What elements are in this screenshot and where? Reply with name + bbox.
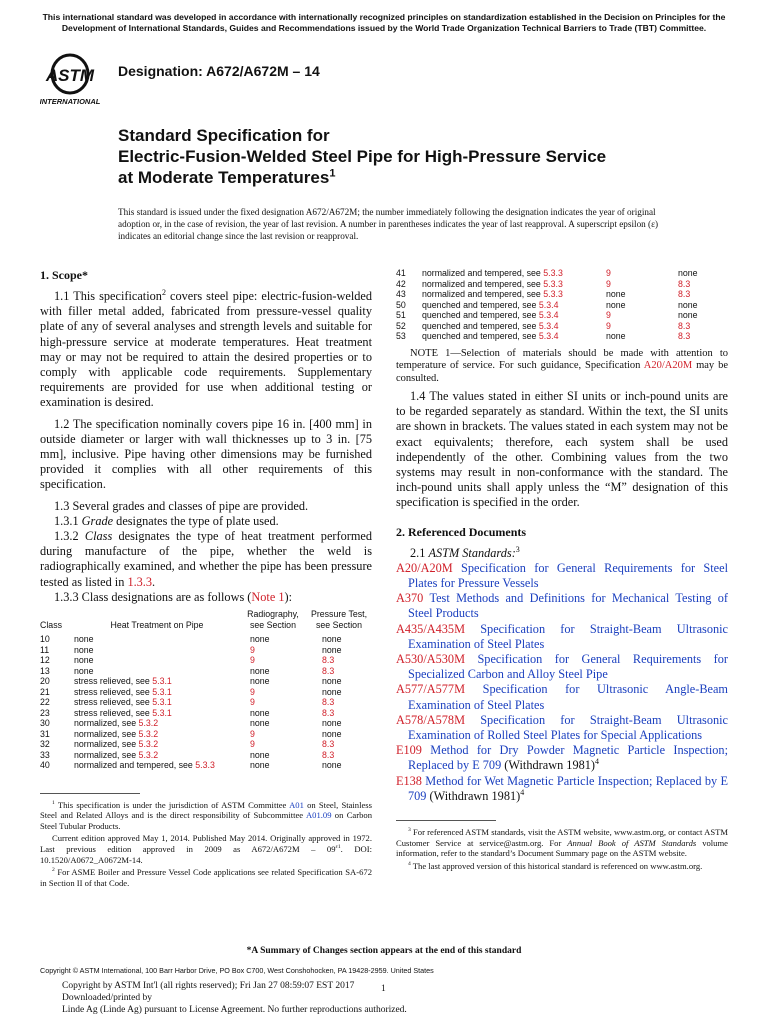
reference-code-link[interactable]: A435/A435M (396, 621, 466, 636)
title-line-2: Electric-Fusion-Welded Steel Pipe for High-Pressure Service (118, 147, 607, 166)
tbt-banner: This international standard was developed in accordance with internationally recognized principles on standardization established in the Decision on Principles for the Development of International Standards, Guides and Recommendations issued by the World Trade Organization Technical Barriers to Trade (TBT) Committee. (42, 12, 726, 33)
section-link[interactable]: 5.3.2 (138, 739, 159, 750)
heat-treatment-text: normalized and tempered, see (422, 268, 544, 278)
title-line-3: at Moderate Temperatures$^1$ (118, 167, 336, 187)
reference-code-link[interactable]: A530/A530M (396, 652, 466, 667)
heat-treatment-cell (74, 645, 240, 656)
class-cell: 10 (40, 634, 50, 645)
heat-treatment-text: none (74, 634, 94, 645)
heat-treatment-cell (422, 310, 596, 321)
heat-treatment-text: normalized and tempered, see (74, 760, 196, 771)
pressure-test-cell: none (322, 676, 342, 687)
astm-standards-subheading: 2.1 ASTM Standards:$^3$ (410, 544, 520, 560)
radiography-cell: 9 (250, 686, 255, 697)
withdrawn-note: (Withdrawn 1981) (426, 788, 521, 803)
reference-title: Method for Dry Powder Magnetic Particle Inspection; Replaced by E 709 (408, 743, 728, 773)
radiography-cell: 9 (250, 697, 255, 708)
page-number: 1 (381, 984, 386, 994)
radiography-cell: 9 (250, 655, 255, 666)
reference-item (396, 652, 728, 682)
radiography-cell: 9 (606, 268, 611, 278)
section-link[interactable]: 5.3.2 (138, 749, 159, 760)
reference-item (396, 591, 728, 621)
table-row (396, 331, 728, 342)
class-cell: 23 (40, 707, 50, 718)
table-row (40, 718, 372, 729)
reference-title: Specification for General Requirements for Specialized Carbon and Alloy Steel Pipe (408, 652, 728, 682)
table-row (40, 750, 372, 761)
issuance-notice: This standard is issued under the fixed designation A672/A672M; the number immediately following the designation indicates the year of original adoption or, in the case of revision, the year of last revision. A number in parentheses indicates the year of last reapproval. A superscript epsilon (ε) indicates an editorial change since the last revision or reapproval. (118, 207, 659, 241)
heat-treatment-text: stress relieved, see (74, 707, 153, 718)
heat-treatment-text: quenched and tempered, see (422, 331, 539, 341)
class-cell: 31 (40, 728, 50, 739)
pressure-test-cell: 8.3 (322, 749, 335, 760)
col-header-pressure: Pressure Test, see Section (310, 609, 368, 630)
license-line-1: Copyright by ASTM Int'l (all rights reserved); Fri Jan 27 08:59:07 EST 2017 (62, 981, 355, 991)
table-row (396, 310, 728, 321)
copyright-line: Copyright © ASTM International, 100 Barr Harbor Drive, PO Box C700, West Conshohocken, PA 19428-2959. United States (40, 966, 434, 975)
class-table-continued (396, 268, 728, 342)
reference-item (396, 622, 728, 652)
reference-code-link[interactable]: A577/A577M (396, 682, 466, 697)
para-1-4: 1.4 The values stated in either SI units or inch-pound units are to be regarded separately as standard. Within the text, the SI units are shown in brackets. The values stated in each system may not be exact equivalents; therefore, each system shall be used independently of the other. Combining values from the two systems may result in non-conformance with the standard. The inch-pound units shall apply unless the “M” designation of this specification is specified in the order. (396, 389, 728, 510)
table-row (396, 321, 728, 332)
table-row (396, 268, 728, 279)
section-link[interactable]: 5.3.1 (152, 686, 172, 697)
logo-wordmark: ASTM (45, 66, 95, 85)
right-column (396, 268, 728, 873)
para-1-3: 1.3 Several grades and classes of pipe are provided. (54, 498, 309, 513)
class-cell: 22 (40, 697, 50, 708)
reference-title: Specification for Straight-Beam Ultrasonic Examination of Steel Plates (408, 621, 728, 651)
pressure-test-cell: none (678, 299, 698, 310)
radiography-cell: none (250, 718, 270, 729)
heat-treatment-cell (74, 708, 240, 719)
designation: Designation: A672/A672M – 14 (118, 63, 320, 79)
col-header-radiography: Radiography, see Section (247, 609, 299, 630)
table-row (40, 655, 372, 666)
pressure-test-cell: 8.3 (322, 697, 335, 708)
license-block (62, 980, 407, 1016)
radiography-cell: none (606, 299, 626, 310)
pressure-test-cell: 8.3 (678, 331, 691, 341)
section-link[interactable]: 5.3.3 (195, 760, 215, 771)
class-cell: 13 (40, 665, 50, 676)
class-cell: 33 (40, 749, 50, 760)
class-cell: 12 (40, 655, 50, 666)
para-1-1: 1.1 This specification$^2$ covers steel pipe: electric-fusion-welded with filler metal added, fabricated from pressure-vessel quality plate of any of several analyses and strength levels and suitable for high-pressure service at moderate temperatures. Heat treatment may or may not be required to attain the desired properties or to comply with applicable code requirements. Supplementary requirements are provided for use when additional testing or examination is desired. (40, 287, 372, 410)
scope-heading: 1. Scope* (40, 268, 88, 282)
radiography-cell: none (250, 634, 270, 645)
class-cell: 21 (40, 686, 50, 697)
reference-code-link[interactable]: A370 (396, 591, 424, 606)
footnote-marker: 4 (520, 787, 525, 797)
col-header-class: Class (40, 619, 62, 630)
title-line-1: Standard Specification for (118, 126, 330, 145)
reference-item (396, 682, 728, 712)
radiography-cell: none (250, 665, 270, 676)
heat-treatment-text: normalized and tempered, see (422, 289, 544, 299)
footnotes-left (40, 793, 372, 889)
pressure-test-cell: none (678, 268, 698, 278)
heat-treatment-cell (422, 268, 596, 279)
radiography-cell: none (250, 707, 270, 718)
radiography-cell: none (250, 676, 270, 687)
page-title (118, 125, 678, 188)
para-1-3-1: 1.3.1 Grade designates the type of plate used. (54, 513, 279, 528)
section-link-1-3-3[interactable]: 1.3.3 (127, 574, 153, 589)
heat-treatment-text: none (74, 665, 94, 676)
reference-title: Specification for Ultrasonic Angle-Beam Examination of Steel Plates (408, 682, 728, 712)
pressure-test-cell: none (322, 718, 342, 729)
footnote-1: $^1$ This specification is under the jurisdiction of ASTM Committee A01 on Steel, Stainless Steel and Related Alloys and is the direct responsibility of Subcommittee A01.09 on Carbon Steel Tubular Products. (40, 799, 372, 831)
pressure-test-cell: 8.3 (322, 655, 335, 666)
heat-treatment-cell (74, 666, 240, 677)
heat-treatment-text: quenched and tempered, see (422, 320, 539, 331)
heat-treatment-text: normalized and tempered, see (422, 278, 544, 289)
heat-treatment-text: normalized, see (74, 739, 139, 750)
pressure-test-cell: 8.3 (322, 707, 335, 718)
footnote-marker: 4 (595, 757, 599, 767)
subcommittee-link[interactable]: A01.09 (305, 810, 332, 821)
pressure-test-cell: none (322, 686, 342, 697)
heat-treatment-cell (422, 289, 596, 300)
radiography-cell: 9 (250, 644, 255, 655)
section-link[interactable]: 5.3.1 (152, 707, 172, 718)
reference-code-link[interactable]: E109 (396, 743, 422, 758)
class-cell: 42 (396, 278, 406, 289)
astm-logo (40, 50, 110, 108)
radiography-cell: 9 (250, 728, 255, 739)
heat-treatment-cell (74, 760, 240, 771)
table-row (40, 666, 372, 677)
reference-title: Specification for General Requirements for Steel Plates for Pressure Vessels (408, 560, 728, 591)
heat-treatment-cell (74, 718, 240, 729)
table-row (396, 300, 728, 311)
radiography-cell: none (606, 331, 626, 341)
section-link[interactable]: 5.3.4 (538, 310, 559, 320)
class-table (40, 609, 372, 771)
pressure-test-cell: 8.3 (322, 665, 335, 676)
pressure-test-cell: 8.3 (678, 289, 691, 299)
class-cell: 41 (396, 268, 406, 278)
pressure-test-cell: none (322, 644, 342, 655)
radiography-cell: 9 (606, 310, 611, 320)
radiography-cell: 9 (606, 320, 611, 331)
heat-treatment-cell (74, 729, 240, 740)
table-row (40, 634, 372, 645)
section-link[interactable]: 5.3.4 (538, 320, 559, 331)
section-link[interactable]: 5.3.4 (538, 299, 559, 310)
pressure-test-cell: none (322, 728, 342, 739)
reference-title: Method for Wet Magnetic Particle Inspection; Replaced by E 709 (408, 773, 728, 803)
heat-treatment-cell (74, 739, 240, 750)
para-1-3-2: 1.3.2 Class designates the type of heat treatment performed during manufacture of the pipe, whether the weld is radiographically examined, and whether the pipe has been pressure tested as listed in 1.3.3. (40, 529, 373, 589)
footnote-rule (396, 820, 496, 821)
heat-treatment-cell (74, 676, 240, 687)
summary-of-changes-note: *A Summary of Changes section appears at the end of this standard (246, 946, 522, 956)
reference-title: Specification for Straight-Beam Ultrasonic Examination of Rolled Steel Plates for Special Applications (408, 712, 728, 743)
heat-treatment-text: stress relieved, see (74, 686, 153, 697)
heat-treatment-text: quenched and tempered, see (422, 310, 539, 320)
heat-treatment-text: stress relieved, see (74, 676, 153, 687)
table-row (396, 279, 728, 290)
footnote-1-edition: Current edition approved May 1, 2014. Published May 2014. Originally approved in 1972. Last previous edition approved in 2009 as $A672/A672M - 09^{\varepsilon 1}$. DOI: 10.1520/A0672_A0672M-14. (40, 833, 372, 865)
radiography-cell: 9 (606, 278, 611, 289)
class-cell: 52 (396, 320, 406, 331)
table-row (396, 289, 728, 300)
col-header-heat: Heat Treatment on Pipe (110, 619, 204, 630)
logo-subtext: INTERNATIONAL (40, 97, 101, 106)
heat-treatment-text: none (74, 655, 94, 666)
heat-treatment-cell (74, 750, 240, 761)
heat-treatment-cell (422, 331, 596, 342)
reference-item (396, 713, 728, 743)
table-row (40, 760, 372, 771)
pressure-test-cell: 8.3 (678, 320, 691, 331)
reference-code-link[interactable]: A20/A20M (396, 560, 453, 575)
para-1-3-3: 1.3.3 Class designations are as follows (Note 1): (54, 589, 293, 604)
section-link[interactable]: 5.3.2 (138, 728, 159, 739)
radiography-cell: none (250, 749, 270, 760)
heat-treatment-text: stress relieved, see (74, 697, 153, 708)
table-row (40, 676, 372, 687)
footnote-3: $^3$ For referenced ASTM standards, visit the ASTM website, www.astm.org, or contact ASTM Customer Service at service@astm.org. For Annual Book of ASTM Standards volume information, refer to the standard’s Document Summary page on the ASTM website. (396, 827, 728, 859)
class-cell: 51 (396, 310, 406, 320)
class-cell: 43 (396, 289, 406, 299)
class-cell: 32 (40, 739, 50, 750)
referenced-docs-heading: 2. Referenced Documents (396, 524, 527, 539)
committee-link[interactable]: A01 (289, 799, 304, 810)
class-cell: 50 (396, 299, 406, 310)
pressure-test-cell: 8.3 (678, 278, 691, 289)
withdrawn-note: (Withdrawn 1981) (501, 758, 595, 773)
section-link[interactable]: 5.3.3 (543, 268, 563, 278)
heat-treatment-cell (74, 655, 240, 666)
section-link[interactable]: 5.3.1 (152, 676, 172, 687)
heat-treatment-cell (422, 279, 596, 290)
class-cell: 53 (396, 331, 406, 341)
heat-treatment-text: normalized, see (74, 728, 139, 739)
pressure-test-cell: none (322, 634, 342, 645)
table-row (40, 687, 372, 698)
heat-treatment-text: normalized, see (74, 749, 139, 760)
section-link[interactable]: 5.3.2 (138, 718, 159, 729)
table-row (40, 739, 372, 750)
class-cell: 30 (40, 718, 50, 729)
class-cell: 11 (40, 644, 50, 655)
pressure-test-cell: 8.3 (322, 739, 335, 750)
a20-link[interactable]: A20/A20M (643, 360, 693, 371)
radiography-cell: 9 (250, 739, 255, 750)
pressure-test-cell: none (322, 760, 342, 771)
table-row (40, 645, 372, 656)
note-1-link[interactable]: Note 1 (251, 589, 285, 604)
heat-treatment-cell (74, 687, 240, 698)
table-row (40, 729, 372, 740)
section-link[interactable]: 5.3.3 (543, 278, 563, 289)
heat-treatment-cell (74, 697, 240, 708)
footnote-2: $^2$ For ASME Boiler and Pressure Vessel Code applications see related Specification SA-672 in Section II of that Code. (40, 867, 372, 888)
class-cell: 40 (40, 760, 50, 771)
note-1: NOTE 1—Selection of materials should be made with attention to temperature of service. For such guidance, Specification A20/A20M may be consulted. (396, 347, 728, 384)
table-row (40, 708, 372, 719)
reference-item (396, 561, 728, 591)
heat-treatment-text: none (74, 644, 94, 655)
reference-code-link[interactable]: E138 (396, 773, 422, 788)
reference-item (396, 743, 728, 773)
pressure-test-cell: none (678, 310, 698, 320)
heat-treatment-cell (74, 634, 240, 645)
section-link[interactable]: 5.3.3 (543, 289, 563, 299)
footnote-rule (40, 793, 140, 794)
license-line-3: Linde Ag (Linde Ag) pursuant to License Agreement. No further reproductions authorized. (62, 1005, 407, 1015)
license-line-2: Downloaded/printed by (62, 993, 152, 1003)
radiography-cell: none (250, 760, 270, 771)
heat-treatment-text: normalized, see (74, 718, 139, 729)
para-1-2: 1.2 The specification nominally covers pipe 16 in. [400 mm] in outside diameter or larger with wall thicknesses up to 3 in. [75 mm], inclusive. Pipe having other dimensions may be furnished provided it complies with all other requirements of this specification. (40, 416, 372, 492)
reference-code-link[interactable]: A578/A578M (396, 712, 466, 727)
heat-treatment-cell (422, 321, 596, 332)
table-row (40, 697, 372, 708)
reference-item (396, 774, 728, 804)
left-column (40, 268, 372, 890)
section-link[interactable]: 5.3.4 (538, 331, 559, 341)
reference-list (396, 561, 728, 804)
class-cell: 20 (40, 676, 50, 687)
section-link[interactable]: 5.3.1 (152, 697, 172, 708)
radiography-cell: none (606, 289, 626, 299)
footnote-4: $^4$ The last approved version of this historical standard is referenced on www.astm.org. (408, 860, 703, 871)
reference-title: Test Methods and Definitions for Mechanical Testing of Steel Products (408, 591, 728, 621)
heat-treatment-text: quenched and tempered, see (422, 299, 539, 310)
heat-treatment-cell (422, 300, 596, 311)
footnotes-right (396, 820, 728, 871)
